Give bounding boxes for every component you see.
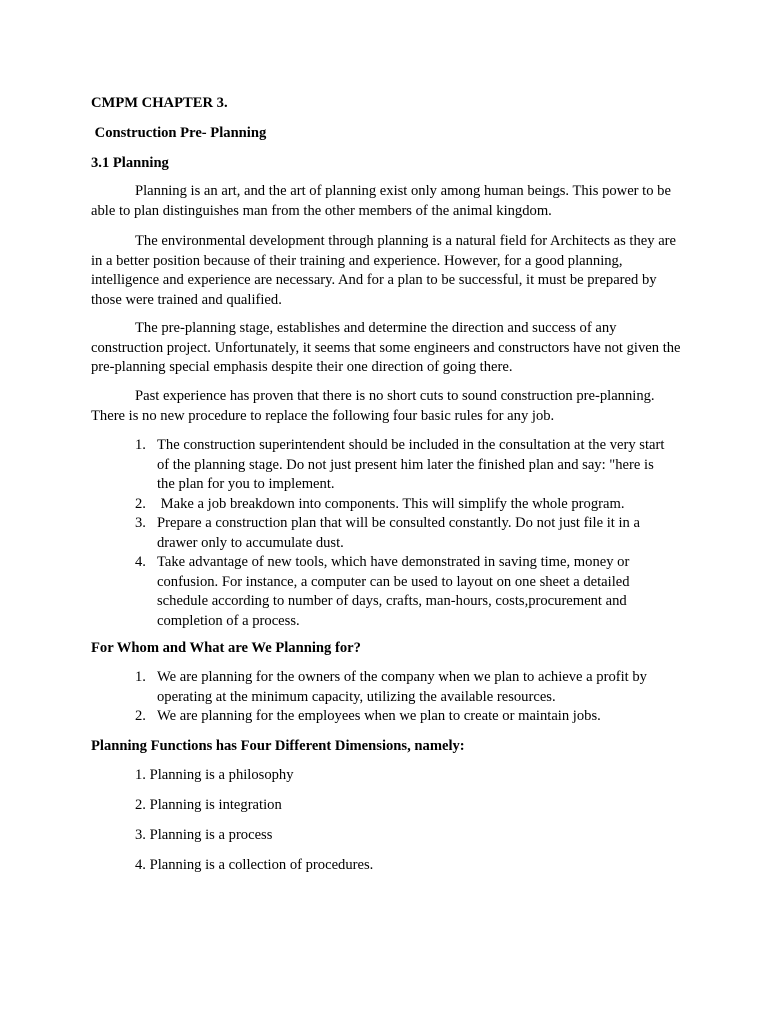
- functions-heading: Planning Functions has Four Different Dimensions, namely:: [91, 738, 465, 754]
- list-item: [135, 514, 675, 553]
- list-number: 1.: [135, 669, 146, 685]
- function-item-4: 4. Planning is a collection of procedures.: [135, 857, 374, 873]
- rules-list: [135, 436, 675, 631]
- paragraph-1: Planning is an art, and the art of planning exist only among human beings. This power to be able to plan distinguishes man from the other members of the animal kingdom.: [91, 183, 671, 219]
- list-item: [135, 707, 675, 727]
- list-text: Take advantage of new tools, which have demonstrated in saving time, money or confusion. For instance, a computer can be used to layout on one sheet a detailed schedule according to number of days, crafts, man-hours, costs,procurement and completion of a process.: [157, 554, 630, 629]
- list-item: [135, 436, 675, 495]
- chapter-title: CMPM CHAPTER 3.: [91, 95, 228, 111]
- list-item: [135, 668, 675, 707]
- list-item: [135, 553, 675, 631]
- list-item: [135, 495, 675, 515]
- paragraph-4: Past experience has proven that there is no short cuts to sound construction pre-planning. There is no new procedure to replace the following four basic rules for any job.: [91, 388, 655, 424]
- whom-list: [135, 668, 675, 727]
- function-item-3: 3. Planning is a process: [135, 827, 273, 843]
- list-number: 1.: [135, 437, 146, 453]
- whom-heading: For Whom and What are We Planning for?: [91, 640, 361, 656]
- list-number: 3.: [135, 515, 146, 531]
- function-item-2: 2. Planning is integration: [135, 797, 282, 813]
- list-number: 4.: [135, 554, 146, 570]
- list-text: Prepare a construction plan that will be consulted constantly. Do not just file it in a drawer only to accumulate dust.: [157, 515, 640, 551]
- function-item-1: 1. Planning is a philosophy: [135, 767, 294, 783]
- list-number: 2.: [135, 495, 146, 512]
- list-text: The construction superintendent should be included in the consultation at the very start of the planning stage. Do not just present him later the finished plan and say: "here is the plan for you to implement.: [157, 437, 665, 492]
- list-text: We are planning for the employees when we plan to create or maintain jobs.: [157, 708, 601, 724]
- subsection-title: 3.1 Planning: [91, 155, 169, 171]
- list-text: We are planning for the owners of the company when we plan to achieve a profit by operating at the minimum capacity, utilizing the available resources.: [157, 669, 647, 705]
- list-number: 2.: [135, 708, 146, 724]
- list-text: Make a job breakdown into components. This will simplify the whole program.: [157, 495, 625, 512]
- paragraph-3: The pre-planning stage, establishes and determine the direction and success of any construction project. Unfortunately, it seems that some engineers and constructors have not given the pre-planning special emphasis despite their one direction of going there.: [91, 320, 681, 375]
- section-title: Construction Pre- Planning: [91, 125, 267, 141]
- paragraph-2: The environmental development through planning is a natural field for Architects as they are in a better position because of their training and experience. However, for a good planning, intelligence and experience are necessary. And for a plan to be successful, it must be prepared by those were trained and qualified.: [91, 233, 677, 308]
